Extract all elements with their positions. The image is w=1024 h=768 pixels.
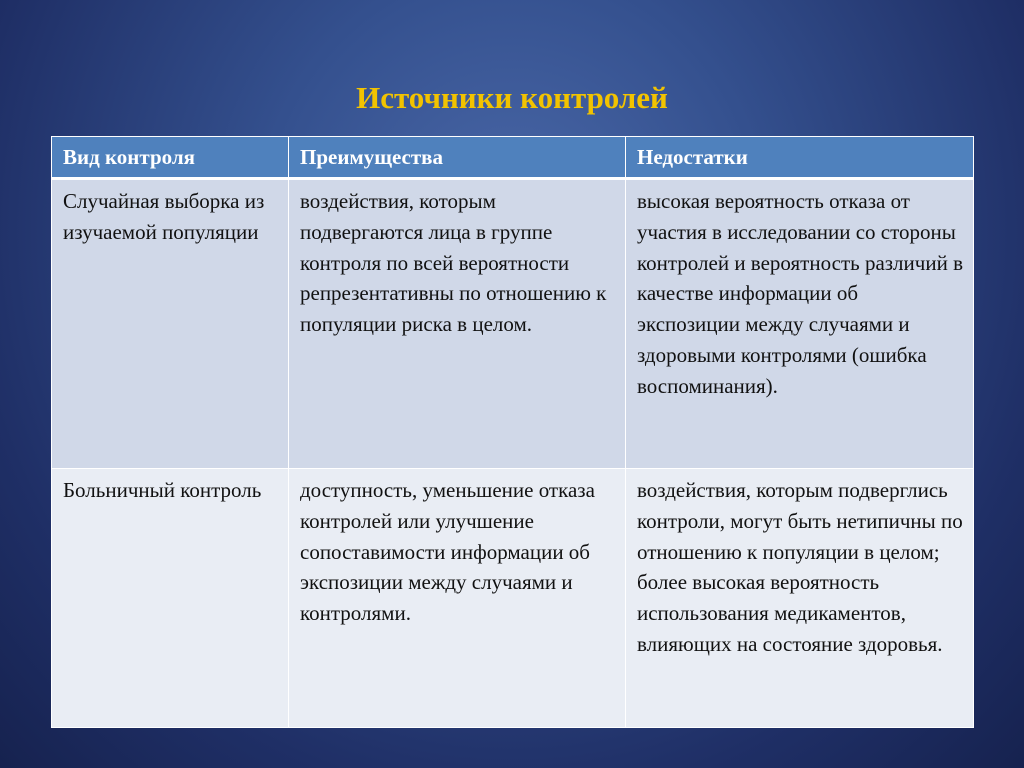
header-control-type: Вид контроля — [52, 137, 289, 179]
cell-control-type: Больничный контроль — [52, 469, 289, 728]
controls-table-container — [51, 136, 973, 728]
header-advantages: Преимущества — [289, 137, 626, 179]
header-disadvantages: Недостатки — [626, 137, 974, 179]
table-row — [52, 179, 974, 469]
cell-control-type: Случайная выборка из изучаемой популяции — [52, 179, 289, 469]
cell-disadvantages: воздействия, которым подверглись контроли, могут быть нетипичны по отношению к популяции в целом; более высокая вероятность использования медикаментов, влияющих на состояние здоровья. — [626, 469, 974, 728]
table-row — [52, 469, 974, 728]
cell-advantages: доступность, уменьшение отказа контролей или улучшение сопоставимости информации об экспозиции между случаями и контролями. — [289, 469, 626, 728]
slide-title: Источники контролей — [356, 80, 668, 115]
cell-advantages: воздействия, которым подвергаются лица в группе контроля по всей вероятности репрезентативны по отношению к популяции риска в целом. — [289, 179, 626, 469]
table-header-row — [52, 137, 974, 179]
controls-table — [51, 136, 974, 728]
cell-disadvantages: высокая вероятность отказа от участия в исследовании со стороны контролей и вероятность различий в качестве информации об экспозиции между случаями и здоровыми контролями (ошибка воспоминания). — [626, 179, 974, 469]
